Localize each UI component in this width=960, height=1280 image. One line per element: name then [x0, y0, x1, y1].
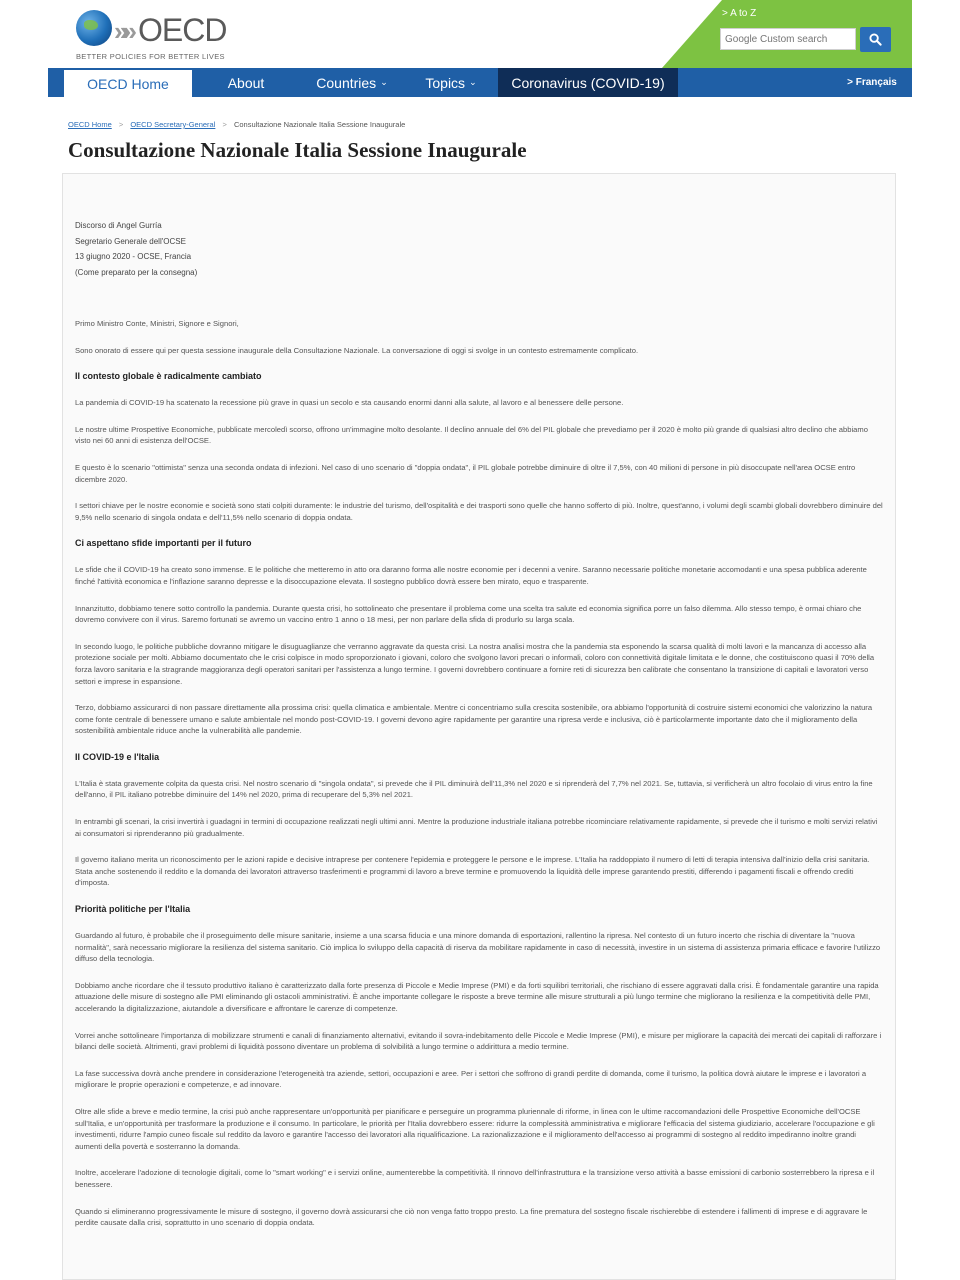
nav-topics[interactable] [404, 68, 498, 97]
oecd-logo[interactable] [76, 8, 246, 61]
breadcrumb-secretary-general[interactable]: OECD Secretary-General [130, 120, 216, 129]
page-title: Consultazione Nazionale Italia Sessione Inaugurale [68, 138, 527, 162]
meta-speaker: Discorso di Angel Gurría [75, 221, 162, 230]
paragraph: Oltre alle sfide a breve e medio termine, la crisi può anche rappresentare un'opportunità per pianificare e perseguire un programma pluriennale di riforme, in linea con le ultime raccomandazioni delle Prospettive Economiche dell'OCSE sull'Italia, e un'opportunità per trasformare la produzione e il consumo. In particolare, le priorità per l'Italia dovrebbero essere: ridurre la complessità amministrativa e migliorare l'efficacia del sistema giudiziario, accelerare l'occupazione e gli investimenti, ridurre l'ampio cuneo fiscale sul reddito da lavoro e garantire l'accesso dei lavoratori alla riqualificazione. La razionalizzazione e il miglioramento dell'accesso ai programmi di sostegno al reddito impediranno inoltre grandi aumenti della povertà e sosterranno la domanda. [75, 1106, 875, 1151]
article-body [62, 173, 896, 1280]
paragraph: I settori chiave per le nostre economie e società sono stati colpiti duramente: le industrie del turismo, dell'ospitalità e dei trasporti sono quelle che hanno sofferto di più. Inoltre, quest'anno, i volumi degli scambi globali dovrebbero diminuire del 9,5% nello scenario di singola ondata e dell'11,5% nello scenario di doppia ondata. [75, 501, 883, 522]
paragraph: L'Italia è stata gravemente colpita da questa crisi. Nel nostro scenario di "singola ondata", si prevede che il PIL diminuirà dell'11,3% nel 2020 e si riprenderà del 7,7% nel 2021. Se, tuttavia, si verificherà un altro focolaio di virus entro la fine dell'anno, il PIL italiano potrebbe diminuire del 14% nel 2020, prima di recuperare del 5,3% nel 2021. [75, 778, 873, 800]
meta-date-place: 13 giugno 2020 - OCSE, Francia [75, 252, 192, 261]
speech-meta [75, 218, 883, 280]
paragraph: La fase successiva dovrà anche prendere in considerazione l'eterogeneità tra aziende, settori, occupazioni e aree. Per i settori che soffrono di grandi perdite di domanda, come il turismo, la politica dovrà aiutare le imprese e i lavoratori a migliorare le proprie operazioni e competenze, e ad innovare. [75, 1068, 867, 1090]
chevron-down-icon: ⌄ [380, 77, 388, 87]
spacer [75, 280, 883, 318]
chevrons-icon: »» [114, 16, 131, 46]
logo-word: OECD [138, 12, 227, 48]
language-francais-link[interactable]: > Français [847, 77, 897, 88]
paragraph: Il governo italiano merita un riconoscimento per le azioni rapide e decisive intraprese per contenere l'epidemia e proteggere le persone e le imprese. L'Italia ha raddoppiato il numero di letti di terapia intensiva dall'inizio della crisi sanitaria. Stata anche sostenendo il reddito e la domanda dei lavoratori attraverso trasferimenti e programmi di lavoro a breve termine e promuovendo la liquidità delle imprese garantendo prestiti, differendo i pagamenti fiscali e offrendo crediti d'imposta. [75, 855, 870, 888]
paragraph: Innanzitutto, dobbiamo tenere sotto controllo la pandemia. Durante questa crisi, ho sottolineato che presentare il problema come una scelta tra salute ed economia significa porre un falso dilemma. Allo stesso tempo, è ormai chiaro che dovremo convivere con il virus. Saremo fortunati se avremo un vaccino entro 1 anno o 18 mesi, per non parlare della sfida di produrlo su larga scala. [75, 603, 862, 625]
magnifier-icon [869, 33, 882, 46]
breadcrumb [68, 120, 405, 129]
paragraph: La pandemia di COVID-19 ha scatenato la recessione più grave in quasi un secolo e sta causando enormi danni alla salute, al lavoro e al benessere delle persone. [75, 398, 624, 408]
breadcrumb-current: Consultazione Nazionale Italia Sessione Inaugurale [233, 120, 406, 129]
meta-role: Segretario Generale dell'OCSE [75, 236, 186, 246]
section-heading: Il COVID-19 e l'Italia [75, 751, 160, 762]
section-heading: Priorità politiche per l'Italia [75, 904, 191, 915]
section-heading: Il contesto globale è radicalmente cambiato [75, 371, 262, 382]
paragraph: In entrambi gli scenari, la crisi invertirà i guadagni in termini di occupazione realizzati negli ultimi anni. Mentre la produzione industriale italiana potrebbe ricominciare relativamente rapidamente, si prevede che il turismo e molti servizi relativi ai consumatori si riprenderanno più gradualmente. [75, 817, 878, 838]
globe-icon [76, 10, 112, 46]
nav-coronavirus[interactable]: Coronavirus (COVID-19) [498, 68, 678, 97]
nav-oecd-home[interactable]: OECD Home [64, 68, 192, 97]
paragraph: Le sfide che il COVID-19 ha creato sono immense. E le politiche che metteremo in atto ora daranno forma alle nostre economie per i decenni a venire. Saranno necessarie politiche monetarie accomodanti e una spesa pubblica aderente finché l'attività economica e l'inflazione saranno depresse e la disoccupazione elevata. Il sostegno pubblico dovrà essere ben mirato, equo e trasparente. [75, 565, 867, 586]
meta-note: (Come preparato per la consegna) [75, 267, 198, 277]
nav-about[interactable]: About [227, 74, 265, 91]
intro-paragraph: Sono onorato di essere qui per questa sessione inaugurale della Consultazione Nazionale. La conversazione di oggi si svolge in un contesto estremamente complicato. [75, 345, 639, 355]
breadcrumb-separator: > [118, 120, 124, 129]
nav-topics-label: Topics [425, 74, 466, 91]
section-heading: Ci aspettano sfide importanti per il futuro [75, 538, 252, 549]
paragraph: Quando si elimineranno progressivamente le misure di sostegno, il governo dovrà assicurarsi che ciò non venga fatto troppo presto. La fine prematura del sostegno fiscale rischierebbe di estendere i fallimenti di imprese e di aggravare le perdite causate dalla crisi, soprattutto in uno scenario di doppia ondata. [75, 1206, 868, 1228]
paragraph: E questo è lo scenario "ottimista" senza una seconda ondata di infezioni. Nel caso di uno scenario di "doppia ondata", il PIL globale potrebbe diminuire di oltre il 7,5%, con 40 milioni di persone in più disoccupate nell'area OCSE entro dicembre 2020. [75, 462, 856, 484]
nav-countries[interactable] [300, 68, 404, 97]
paragraph: Dobbiamo anche ricordare che il tessuto produttivo italiano è caratterizzato dalla forte presenza di Piccole e Medie Imprese (PMI) e da forti squilibri territoriali, che rischiano di essere aggravati dalla crisi. È fondamentale garantire una rapida attuazione delle misure di sostegno alle PMI eliminando gli ostacoli amministrativi. È anche importante collegare le risposte a breve termine alle misure strutturali a più lungo termine che migliorano la resilienza e la competitività delle PMI, accelerando la digitalizzazione, aiutandole a diversificare e affrontare le carenze di competenze. [75, 980, 879, 1013]
chevron-down-icon: ⌄ [469, 77, 477, 87]
search-input[interactable] [720, 28, 856, 50]
breadcrumb-separator: > [222, 120, 227, 129]
main-nav [48, 68, 912, 97]
breadcrumb-oecd-home[interactable]: OECD Home [68, 120, 112, 129]
search-button[interactable] [860, 27, 891, 52]
paragraph: Vorrei anche sottolineare l'importanza di mobilizzare strumenti e canali di finanziamento alternativi, evitando il sovra-indebitamento delle Piccole e Medie Imprese (PMI), e misure per migliorare la capacità dei mercati dei capitali di rafforzare i bilanci delle società. Altrimenti, gravi problemi di liquidità possono diventare un problema di solvibilità a lungo termine o addirittura a medio termine. [75, 1030, 882, 1052]
logo-tagline: BETTER POLICIES FOR BETTER LIVES [76, 52, 225, 61]
nav-countries-label: Countries [316, 74, 377, 91]
paragraph: Guardando al futuro, è probabile che il proseguimento delle misure sanitarie, insieme a una scarsa fiducia e una minore domanda di esportazioni, rallentino la ripresa. Nel contesto di un futuro incerto che rischia di diventare la "nuova normalità", sarà necessario migliorare la resilienza del sistema sanitario. Ciò implica lo sviluppo della capacità di riserva da mobilitare rapidamente in caso di necessità, investire in un sistema di assistenza primaria efficace e favorire l'utilizzo diffuso della tecnologia. [75, 931, 881, 964]
greeting: Primo Ministro Conte, Ministri, Signore e Signori, [75, 319, 239, 328]
paragraph: In secondo luogo, le politiche pubbliche dovranno mitigare le disuguaglianze che verranno aggravate da questa crisi. La nostra analisi mostra che la pandemia sta esponendo la scarsa qualità di molti lavori e la mancanza di accesso alla protezione sociale per molti. Abbiamo documentato che le crisi colpisce in modo sproporzionato i giovani, coloro che svolgono lavori precari o informali, coloro con connettività digitale limitata e le donne, che costituiscono quasi il 70% della forza lavoro sanitaria e la stragrande maggioranza degli operatori sanitari per l'assistenza a lungo termine. I governi dovrebbero continuare a fornire reti di sicurezza ben calibrate che consentano la transizione di capitali e lavoratori verso settori e imprese in espansione. [75, 641, 875, 686]
paragraph: Le nostre ultime Prospettive Economiche, pubblicate mercoledì scorso, offrono un'immagine molto desolante. Il declino annuale del 6% del PIL globale che prevediamo per il 2020 è molto più grande di qualsiasi altro declino che abbiamo visto nei 60 anni di esistenza dell'OCSE. [75, 424, 868, 446]
nav-spacer [678, 68, 832, 97]
paragraph: Terzo, dobbiamo assicurarci di non passare direttamente alla prossima crisi: quella climatica e ambientale. Mentre ci concentriamo sulla crescita sostenibile, ora abbiamo l'opportunità di costruire sistemi economici che valorizzino la natura come fonte centrale di benessere umano e salute ambientale nel mondo post-COVID-19. I governi devono agire rapidamente per garantire una ripresa verde e inclusiva, ciò è particolarmente importante dato che il miglioramento della sostenibilità ambientale riduce anche la vulnerabilità alle pandemie. [75, 703, 873, 736]
a-to-z-link[interactable]: > A to Z [722, 8, 757, 19]
paragraph: Inoltre, accelerare l'adozione di tecnologie digitali, come lo "smart working" e i servizi online, aumenterebbe la competitività. Il rinnovo dell'infrastruttura e la transizione verso attività a basse emissioni di carbonio sosterrebbero la ripresa e il benessere. [75, 1168, 875, 1189]
